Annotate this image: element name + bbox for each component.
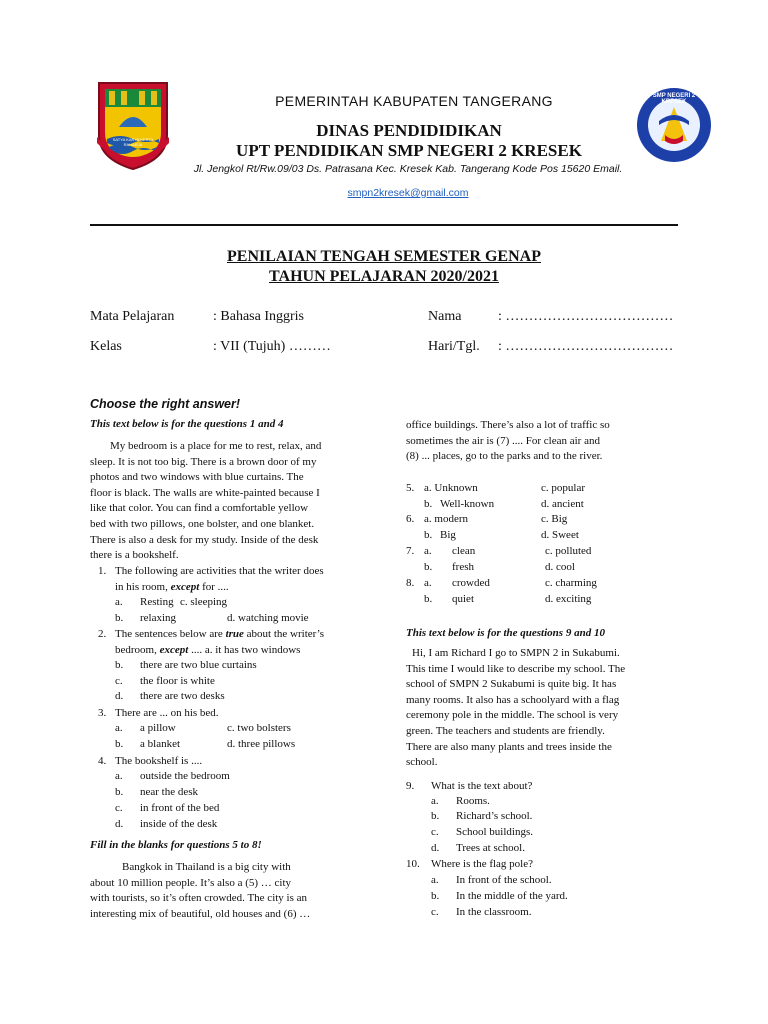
subject-value: : Bahasa Inggris — [213, 309, 304, 324]
q-text: about the writer’s — [243, 628, 325, 640]
q6-option-a[interactable]: a. modern — [424, 513, 468, 525]
option-letter: b. — [424, 529, 433, 541]
passage-line: Bangkok in Thailand is a big city with — [122, 861, 291, 873]
q9-option-b[interactable]: Richard’s school. — [456, 810, 533, 822]
q4-option-c[interactable]: in front of the bed — [140, 802, 220, 814]
option-letter: c. — [431, 906, 439, 918]
section2-heading: Fill in the blanks for questions 5 to 8! — [90, 839, 262, 851]
q2-option-d[interactable]: there are two desks — [140, 690, 225, 702]
q-emphasis: except — [170, 581, 200, 593]
question-3-text: There are ... on his bed. — [115, 707, 219, 719]
section1-heading: This text below is for the questions 1 and 4 — [90, 418, 284, 430]
q6-option-d[interactable]: d. Sweet — [541, 529, 579, 541]
question-number: 10. — [406, 858, 420, 870]
passage-line: There is also a desk for my study. Inside of the desk — [90, 533, 319, 546]
option-letter: b. — [115, 738, 124, 750]
office-name: DINAS PENDIDIDIKAN — [316, 121, 502, 140]
q4-option-a[interactable]: outside the bedroom — [140, 770, 230, 782]
q8-option-b[interactable]: quiet — [452, 593, 474, 605]
q2-option-a[interactable]: .... a. it has two windows — [188, 644, 301, 656]
passage-line: many rooms. It also has a schoolyard with a flag — [406, 693, 620, 706]
q1-option-c[interactable]: c. sleeping — [180, 596, 228, 608]
option-letter: b. — [115, 659, 124, 671]
question-1-text: The following are activities that the writer does — [115, 565, 324, 577]
question-4-text: The bookshelf is .... — [115, 755, 203, 767]
option-letter: d. — [431, 842, 440, 854]
option-letter: b. — [424, 561, 433, 573]
q7-option-d[interactable]: d. cool — [545, 561, 575, 573]
question-number: 5. — [406, 482, 415, 494]
option-letter: a. — [115, 596, 123, 608]
school-name: UPT PENDIDIKAN SMP NEGERI 2 KRESEK — [236, 141, 582, 160]
option-letter: c. — [431, 826, 439, 838]
passage-line: green. The teachers and students are friendly. — [406, 724, 605, 737]
q3-option-c[interactable]: c. two bolsters — [227, 722, 291, 734]
option-letter: b. — [424, 498, 433, 510]
option-letter: a. — [115, 722, 123, 734]
q10-option-b[interactable]: In the middle of the yard. — [456, 890, 568, 902]
passage-line: My bedroom is a place for me to rest, relax, and — [110, 440, 322, 452]
school-email-link[interactable]: smpn2kresek@gmail.com — [347, 187, 469, 199]
passage-line: about 10 million people. It’s also a (5) … city — [90, 876, 292, 889]
q10-option-c[interactable]: In the classroom. — [456, 906, 532, 918]
q-emphasis: except — [159, 644, 189, 656]
passage-line: Hi, I am Richard I go to SMPN 2 in Sukabumi. — [412, 647, 620, 659]
passage-line: (8) ... places, go to the parks and to the river. — [406, 450, 603, 463]
q7-option-b[interactable]: fresh — [452, 561, 474, 573]
section3-heading: This text below is for the questions 9 and 10 — [406, 627, 605, 639]
q10-option-a[interactable]: In front of the school. — [456, 874, 552, 886]
passage-line: with tourists, so it’s often crowded. The city is an — [90, 892, 308, 905]
passage-line: office buildings. There’s also a lot of traffic so — [406, 419, 610, 431]
question-10-text: Where is the flag pole? — [431, 858, 534, 870]
passage-line: This time I would like to describe my school. The — [406, 662, 626, 675]
option-letter: c. — [115, 675, 123, 687]
q7-option-a[interactable]: clean — [452, 545, 476, 557]
class-label: Kelas — [90, 339, 122, 354]
question-number: 4. — [98, 755, 107, 767]
school-address: Jl. Jengkol Rt/Rw.09/03 Ds. Patrasana Kec. Kresek Kab. Tangerang Kode Pos 15620 Email. — [193, 163, 623, 175]
q5-option-b[interactable]: Well-known — [440, 498, 495, 510]
q5-option-d[interactable]: d. ancient — [541, 498, 584, 510]
question-2-text-cont — [115, 643, 300, 659]
question-number: 1. — [98, 565, 107, 577]
question-number: 2. — [98, 628, 107, 640]
passage-line: school of SMPN 2 Sukabumi is quite big. It has — [406, 678, 617, 691]
q9-option-d[interactable]: Trees at school. — [456, 842, 525, 854]
class-value: : VII (Tujuh) ……… — [213, 339, 331, 354]
section2-passage-right — [406, 418, 656, 465]
section3-passage — [406, 646, 658, 771]
right-logo-ring-text: SMP NEGERI 2 KRESEK — [652, 93, 696, 105]
q3-option-a[interactable]: a pillow — [140, 722, 176, 734]
date-label: Hari/Tgl. — [428, 339, 480, 354]
question-1-text-cont — [115, 580, 229, 596]
question-number: 9. — [406, 780, 415, 792]
question-number: 7. — [406, 545, 415, 557]
question-2-text — [115, 627, 324, 643]
q1-option-b[interactable]: relaxing — [140, 612, 177, 624]
left-logo-motto: SATYA KARYA KERTA RAHARJA — [112, 137, 154, 147]
exam-title: PENILAIAN TENGAH SEMESTER GENAP — [227, 248, 541, 265]
passage-line: sleep. It is not too big. There is a brown door of my — [90, 455, 317, 468]
q7-option-c[interactable]: c. polluted — [545, 545, 592, 557]
q-text: for .... — [199, 581, 229, 593]
q-text: in his room, — [115, 581, 171, 593]
q8-option-a[interactable]: crowded — [452, 577, 490, 589]
passage-line: interesting mix of beautiful, old houses and (6) … — [90, 907, 311, 920]
question-number: 6. — [406, 513, 415, 525]
passage-line: There are also many plants and trees inside the — [406, 740, 612, 753]
instruction-heading: Choose the right answer! — [90, 397, 241, 411]
option-letter: a. — [115, 770, 123, 782]
option-letter: b. — [115, 612, 124, 624]
passage-line: bed with two pillows, one bolster, and one blanket. — [90, 517, 315, 530]
passage-line: sometimes the air is (7) .... For clean air and — [406, 434, 600, 447]
q2-option-c[interactable]: the floor is white — [140, 675, 215, 687]
passage-line: floor is black. The walls are white-painted because I — [90, 486, 320, 499]
section2-passage-left — [90, 860, 340, 922]
q4-option-d[interactable]: inside of the desk — [140, 818, 218, 830]
q1-option-a[interactable]: Resting — [140, 596, 174, 608]
name-label: Nama — [428, 309, 462, 324]
q5-option-a[interactable]: a. Unknown — [424, 482, 478, 494]
option-letter: a. — [424, 545, 432, 557]
passage-line: ceremony pole in the middle. The school is very — [406, 709, 619, 722]
q5-option-c[interactable]: c. popular — [541, 482, 585, 494]
passage-line: like that color. You can find a comfortable yellow — [90, 502, 309, 515]
question-number: 3. — [98, 707, 107, 719]
q8-option-d[interactable]: d. exciting — [545, 593, 592, 605]
q-emphasis: true — [225, 628, 244, 640]
name-field[interactable]: : ……………………………… — [498, 309, 674, 324]
option-letter: d. — [115, 690, 124, 702]
question-number: 8. — [406, 577, 415, 589]
passage-line: photos and two windows with blue curtains. The — [90, 471, 304, 484]
option-letter: b. — [431, 890, 440, 902]
q3-option-b[interactable]: a blanket — [140, 738, 181, 750]
option-letter: d. — [115, 818, 124, 830]
exam-year: TAHUN PELAJARAN 2020/2021 — [269, 268, 499, 285]
question-9-text: What is the text about? — [431, 780, 533, 792]
q8-option-c[interactable]: c. charming — [545, 577, 597, 589]
subject-label: Mata Pelajaran — [90, 309, 175, 324]
date-field[interactable]: : ……………………………… — [498, 339, 674, 354]
section1-passage — [90, 439, 362, 564]
option-letter: b. — [431, 810, 440, 822]
q6-option-c[interactable]: c. Big — [541, 513, 568, 525]
government-name: PEMERINTAH KABUPATEN TANGERANG — [275, 93, 553, 109]
q9-option-a[interactable]: Rooms. — [456, 795, 490, 807]
option-letter: a. — [424, 577, 432, 589]
passage-line: school. — [406, 756, 438, 769]
q2-option-b[interactable]: there are two blue curtains — [140, 659, 257, 671]
option-letter: a. — [431, 795, 439, 807]
option-letter: b. — [424, 593, 433, 605]
option-letter: b. — [115, 786, 124, 798]
passage-line: there is a bookshelf. — [90, 549, 179, 562]
header-divider — [90, 224, 678, 226]
q3-option-d[interactable]: d. three pillows — [227, 738, 296, 750]
q9-option-c[interactable]: School buildings. — [456, 826, 534, 838]
q4-option-b[interactable]: near the desk — [140, 786, 199, 798]
q6-option-b[interactable]: Big — [440, 529, 456, 541]
option-letter: c. — [115, 802, 123, 814]
q1-option-d[interactable]: d. watching movie — [227, 612, 309, 624]
option-letter: a. — [431, 874, 439, 886]
q-text: bedroom, — [115, 644, 160, 656]
q-text: The sentences below are — [115, 628, 226, 640]
